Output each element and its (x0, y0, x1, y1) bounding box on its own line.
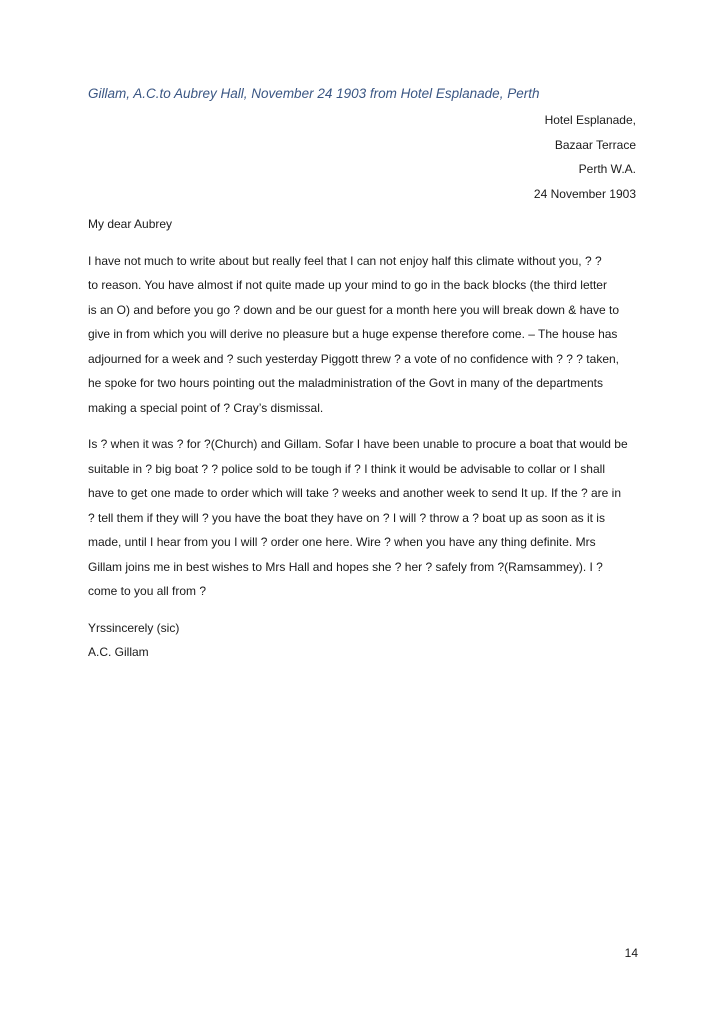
paragraph-line: made, until I hear from you I will ? order one here. Wire ? when you have any thing definite. Mrs (88, 535, 596, 549)
letter-heading: Gillam, A.C.to Aubrey Hall, November 24 1903 from Hotel Esplanade, Perth (88, 86, 540, 101)
salutation: My dear Aubrey (88, 217, 173, 231)
paragraph-line: give in from which you will derive no pleasure but a huge expense therefore come. – The house has (88, 327, 618, 341)
signature: A.C. Gillam (88, 645, 149, 659)
paragraph-1 (88, 249, 648, 421)
paragraph-2 (88, 432, 648, 604)
address-line-city: Perth W.A. (578, 162, 636, 176)
letter-body (88, 212, 648, 665)
paragraph-line: ? tell them if they will ? you have the boat they have on ? I will ? throw a ? boat up as soon as it is (88, 510, 605, 525)
letter-date: 24 November 1903 (533, 186, 636, 201)
paragraph-line: making a special point of ? Cray’s dismissal. (88, 400, 324, 415)
sender-address (336, 108, 636, 206)
paragraph-line: come to you all from ? (88, 584, 207, 598)
address-line-hotel: Hotel Esplanade, (544, 113, 636, 127)
paragraph-line: Gillam joins me in best wishes to Mrs Hall and hopes she ? her ? safely from ?(Ramsammey). I ? (88, 559, 603, 574)
paragraph-line: Is ? when it was ? for ?(Church) and Gillam. Sofar I have been unable to procure a boat that would be (88, 437, 628, 451)
paragraph-line: suitable in ? big boat ? ? police sold to be tough if ? I think it would be advisable to collar or I shall (88, 461, 605, 476)
paragraph-line: to reason. You have almost if not quite made up your mind to go in the back blocks (the third letter (88, 278, 607, 292)
paragraph-line: I have not much to write about but really feel that I can not enjoy half this climate without you, ? ? (88, 253, 602, 268)
paragraph-line: he spoke for two hours pointing out the maladministration of the Govt in many of the departments (88, 376, 603, 390)
valediction: Yrssincerely (sic) (88, 620, 180, 635)
page-number: 14 (624, 946, 638, 960)
paragraph-line: adjourned for a week and ? such yesterday Piggott threw ? a vote of no confidence with ? ? ? taken, (88, 351, 619, 366)
paragraph-line: is an O) and before you go ? down and be our guest for a month here you will break down & have to (88, 302, 619, 317)
closing (88, 616, 648, 665)
paragraph-line: have to get one made to order which will take ? weeks and another week to send It up. If the ? are in (88, 486, 621, 500)
address-line-street: Bazaar Terrace (554, 137, 636, 152)
